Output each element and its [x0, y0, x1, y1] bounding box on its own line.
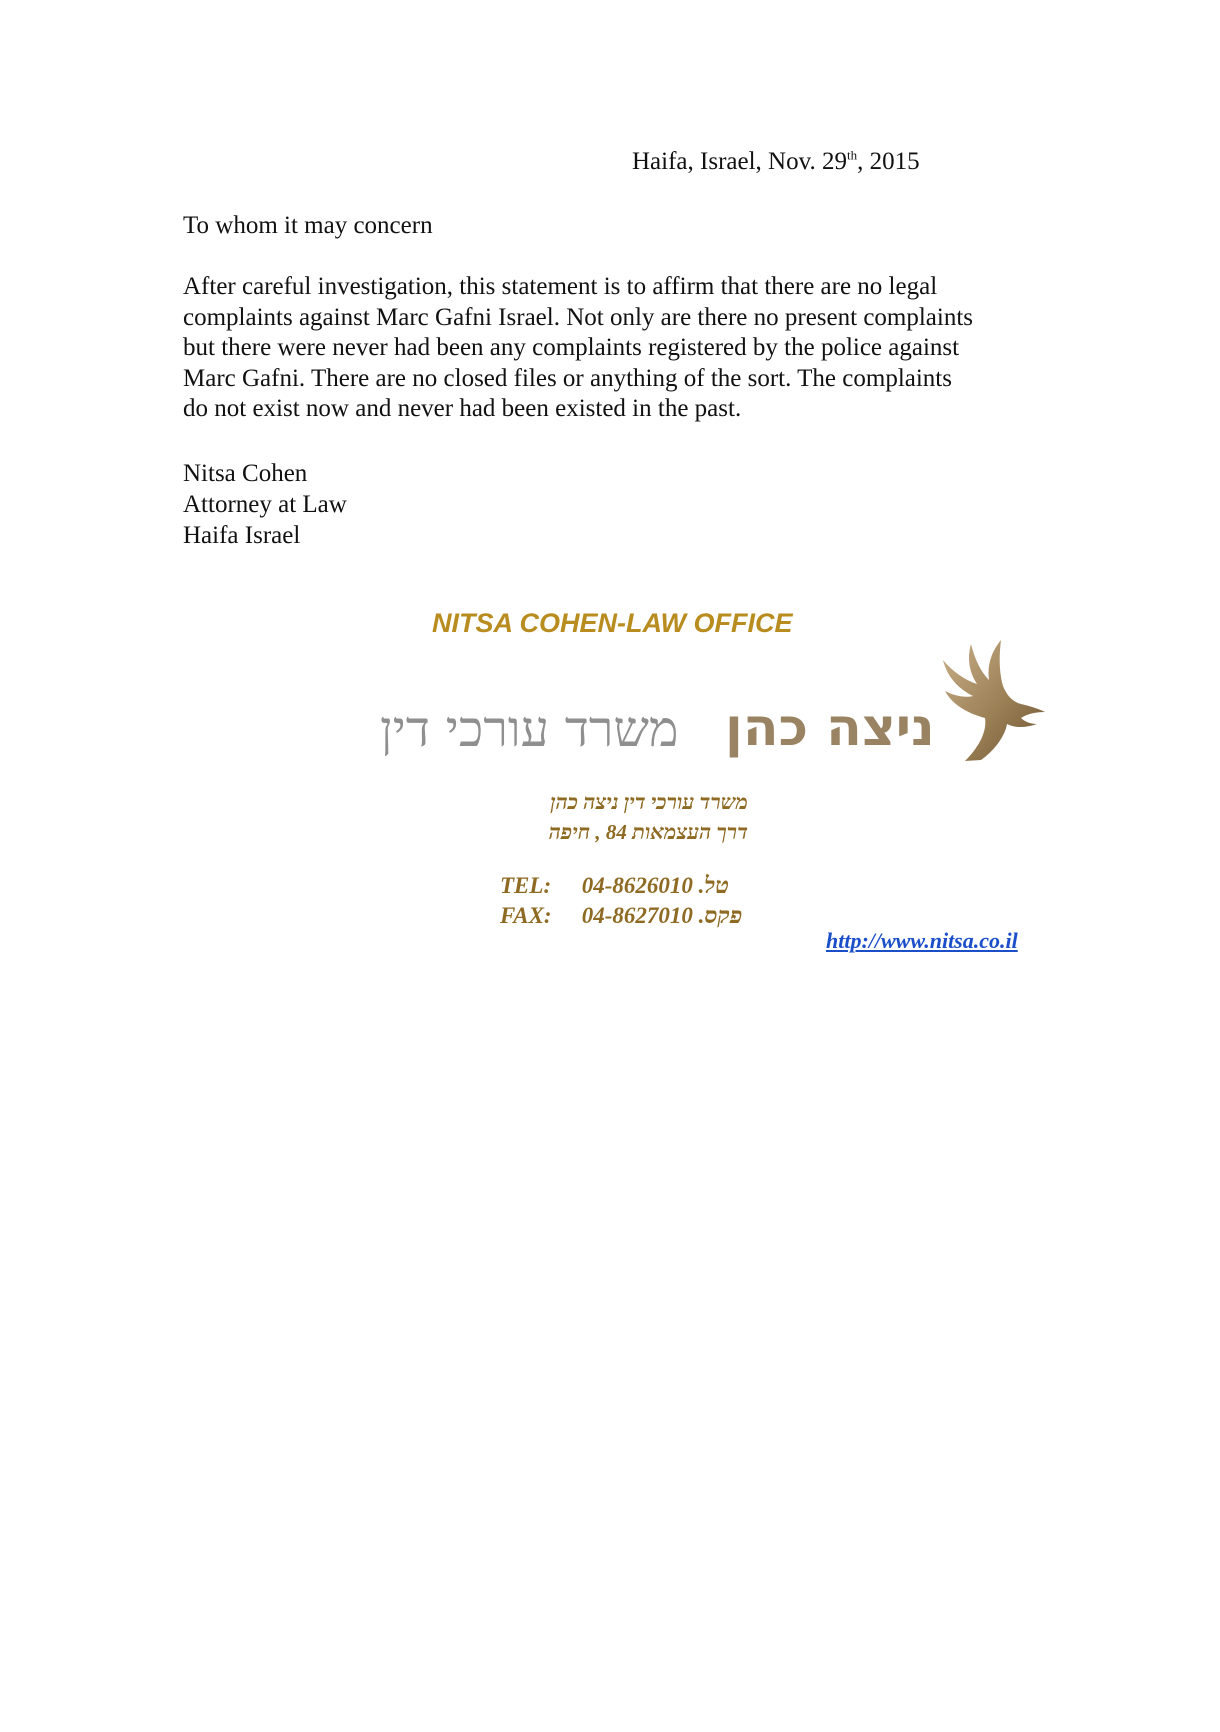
contact-block — [500, 871, 742, 931]
fax-row — [500, 901, 742, 931]
address-line: משרד עורכי דין ניצה כהן — [550, 790, 748, 814]
signature-location: Haifa Israel — [183, 522, 301, 549]
tel-row — [500, 871, 742, 901]
tel-label: TEL: — [500, 873, 552, 898]
fax-hebrew-label: פקס. — [698, 903, 743, 928]
body-line: do not exist now and never had been existed in the past. — [183, 395, 742, 422]
signature-title: Attorney at Law — [183, 491, 347, 518]
body-line: complaints against Marc Gafni Israel. Not only are there no present complaints — [183, 303, 974, 331]
website-link[interactable]: http://www.nitsa.co.il — [826, 928, 1018, 953]
office-title: NITSA COHEN-LAW OFFICE — [432, 608, 793, 638]
fax-label: FAX: — [500, 903, 552, 928]
body-line: Marc Gafni. There are no closed files or anything of the sort. The complaints — [183, 364, 952, 392]
letter-body — [183, 272, 1053, 425]
hebrew-address — [490, 787, 748, 847]
logo-hebrew-name: ניצה כהן — [725, 698, 935, 758]
tel-number: 04-8626010 — [581, 873, 693, 898]
salutation: To whom it may concern — [183, 212, 433, 239]
logo-hebrew-subtitle: משרד עורכי דין — [380, 700, 679, 758]
signature-block — [183, 458, 347, 551]
fax-number: 04-8627010 — [581, 903, 693, 928]
address-line: דרך העצמאות 84 , חיפה — [548, 820, 748, 844]
signature-name: Nitsa Cohen — [183, 460, 308, 487]
law-office-logo — [380, 636, 1040, 766]
tel-hebrew-label: טל. — [698, 873, 730, 898]
body-line: After careful investigation, this statement is to affirm that there are no legal — [183, 273, 938, 300]
eagle-logo-icon — [925, 636, 1045, 766]
dateline: Haifa, Israel, Nov. 29th, 2015 — [632, 147, 920, 175]
body-line: but there were never had been any complaints registered by the police against — [183, 334, 960, 361]
